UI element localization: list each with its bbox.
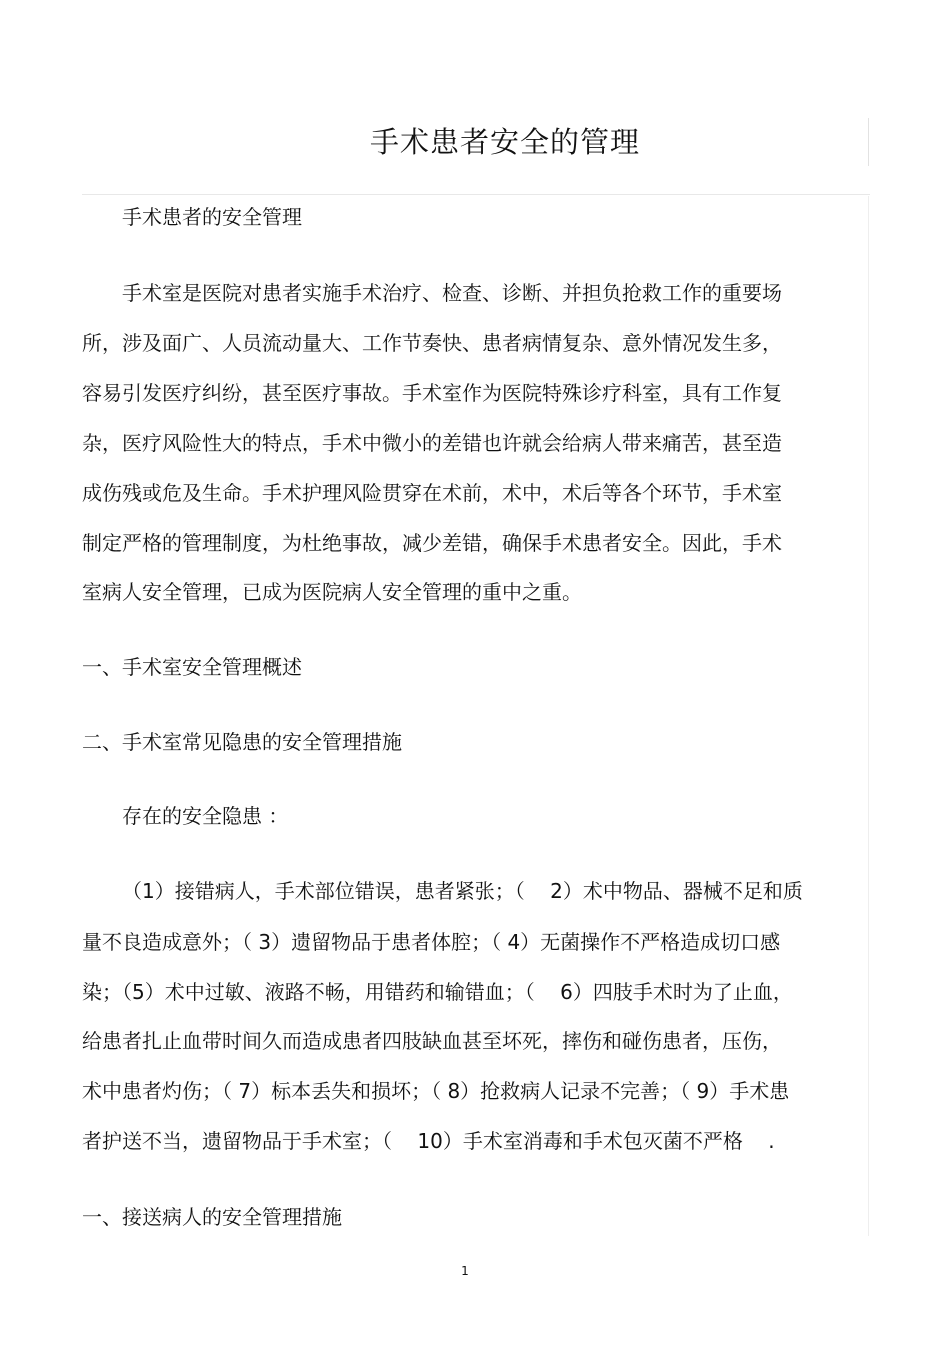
section-heading: 二、手术室常见隐患的安全管理措施 — [82, 730, 402, 754]
paragraph-line: （1）接错病人，手术部位错误，患者紧张；（ 2）术中物品、器械不足和质 — [122, 879, 803, 903]
section-heading: 一、手术室安全管理概述 — [82, 655, 302, 679]
subsection-heading: 存在的安全隐患 ： — [122, 804, 289, 828]
paragraph-line: 室病人安全管理，已成为医院病人安全管理的重中之重。 — [82, 580, 582, 604]
paragraph-line: 给患者扎止血带时间久而造成患者四肢缺血甚至坏死，摔伤和碰伤患者，压伤， — [82, 1029, 782, 1053]
section-heading: 一、接送病人的安全管理措施 — [82, 1205, 342, 1229]
margin-rule — [868, 196, 869, 1236]
paragraph-line: 成伤残或危及生命。手术护理风险贯穿在术前，术中，术后等各个环节，手术室 — [82, 481, 782, 505]
paragraph-line: 术中患者灼伤；（ 7）标本丢失和损坏；（ 8）抢救病人记录不完善；（ 9）手术患 — [82, 1079, 790, 1103]
paragraph-line: 量不良造成意外；（ 3）遗留物品于患者体腔；（ 4）无菌操作不严格造成切口感 — [82, 930, 781, 954]
page-number: 1 — [461, 1264, 469, 1278]
header-rule — [82, 194, 870, 195]
paragraph-line: 杂，医疗风险性大的特点，手术中微小的差错也许就会给病人带来痛苦，甚至造 — [82, 431, 782, 455]
document-title: 手术患者安全的管理 — [369, 125, 640, 159]
section-heading: 手术患者的安全管理 — [122, 205, 302, 229]
paragraph-line: 所，涉及面广、人员流动量大、工作节奏快、患者病情复杂、意外情况发生多， — [82, 331, 782, 355]
paragraph-line: 染；（5）术中过敏、液路不畅，用错药和输错血；（ 6）四肢手术时为了止血， — [82, 980, 793, 1004]
paragraph-line: 手术室是医院对患者实施手术治疗、检查、诊断、并担负抢救工作的重要场 — [122, 281, 782, 305]
margin-rule — [868, 118, 869, 166]
paragraph-line: 容易引发医疗纠纷，甚至医疗事故。手术室作为医院特殊诊疗科室，具有工作复 — [82, 381, 782, 405]
paragraph-line: 制定严格的管理制度，为杜绝事故，减少差错，确保手术患者安全。因此，手术 — [82, 531, 782, 555]
paragraph-line: 者护送不当，遗留物品于手术室；（ 10）手术室消毒和手术包灭菌不严格 . — [82, 1129, 775, 1153]
